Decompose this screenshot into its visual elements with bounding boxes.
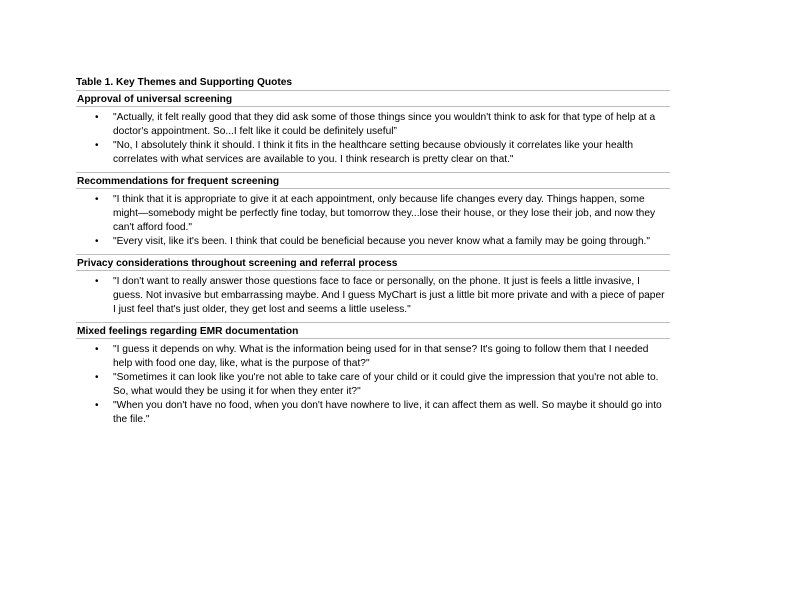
quote-text: "I guess it depends on why. What is the information being used for in that sense? It's going to follow them that I needed help with food one day, like, what is the purpose of that?" xyxy=(113,344,649,369)
quote-text: "Every visit, like it's been. I think that could be beneficial because you never know what a family may be going through." xyxy=(113,236,650,247)
bullet-icon: • xyxy=(95,194,99,205)
quote-item xyxy=(76,343,670,371)
table-title: Table 1. Key Themes and Supporting Quotes xyxy=(76,76,670,91)
section-frequent-screening xyxy=(76,173,670,255)
quote-text: "Sometimes it can look like you're not able to take care of your child or it could give the impression that you're not able to. So, what would they be using it for when they enter it?" xyxy=(113,372,659,397)
section-header: Recommendations for frequent screening xyxy=(76,173,670,189)
quote-item xyxy=(76,139,670,167)
quote-item xyxy=(76,235,670,249)
quote-text: "Actually, it felt really good that they did ask some of those things since you wouldn't think to ask for that type of help at a doctor's appointment. So...I felt like it could be definitely useful” xyxy=(113,112,656,137)
bullet-icon: • xyxy=(95,140,99,151)
section-privacy xyxy=(76,255,670,323)
bullet-icon: • xyxy=(95,400,99,411)
quote-text: "When you don't have no food, when you don't have nowhere to live, it can affect them as well. So maybe it should go into the file." xyxy=(113,400,662,425)
bullet-icon: • xyxy=(95,344,99,355)
quote-list xyxy=(76,107,670,173)
section-header: Mixed feelings regarding EMR documentation xyxy=(76,323,670,339)
quote-item xyxy=(76,193,670,235)
quote-list xyxy=(76,271,670,323)
section-header: Privacy considerations throughout screening and referral process xyxy=(76,255,670,271)
section-universal-screening xyxy=(76,91,670,173)
document-page xyxy=(76,76,670,432)
quote-item xyxy=(76,111,670,139)
section-header: Approval of universal screening xyxy=(76,91,670,107)
quote-item xyxy=(76,399,670,427)
bullet-icon: • xyxy=(95,372,99,383)
quote-text: "I think that it is appropriate to give it at each appointment, only because life changes every day. Things happen, some might—somebody might be perfectly fine today, but tomorrow they...lose their house, or they lose their job, and now they can't afford food." xyxy=(113,194,656,233)
quote-list xyxy=(76,339,670,432)
bullet-icon: • xyxy=(95,276,99,287)
quote-text: "No, I absolutely think it should. I think it fits in the healthcare setting because obviously it correlates like your health correlates with what services are available to you. I think research is pretty clear on that." xyxy=(113,140,634,165)
quote-list xyxy=(76,189,670,255)
section-emr-documentation xyxy=(76,323,670,432)
bullet-icon: • xyxy=(95,112,99,123)
quote-text: "I don't want to really answer those questions face to face or personally, on the phone. It just is feels a little invasive, I guess. Not invasive but embarrassing maybe. And I guess MyChart is just a little bit more private and with a piece of paper I just feel that's just older, they get lost and seems a little useless." xyxy=(113,276,665,315)
quote-item xyxy=(76,275,670,317)
bullet-icon: • xyxy=(95,236,99,247)
quote-item xyxy=(76,371,670,399)
